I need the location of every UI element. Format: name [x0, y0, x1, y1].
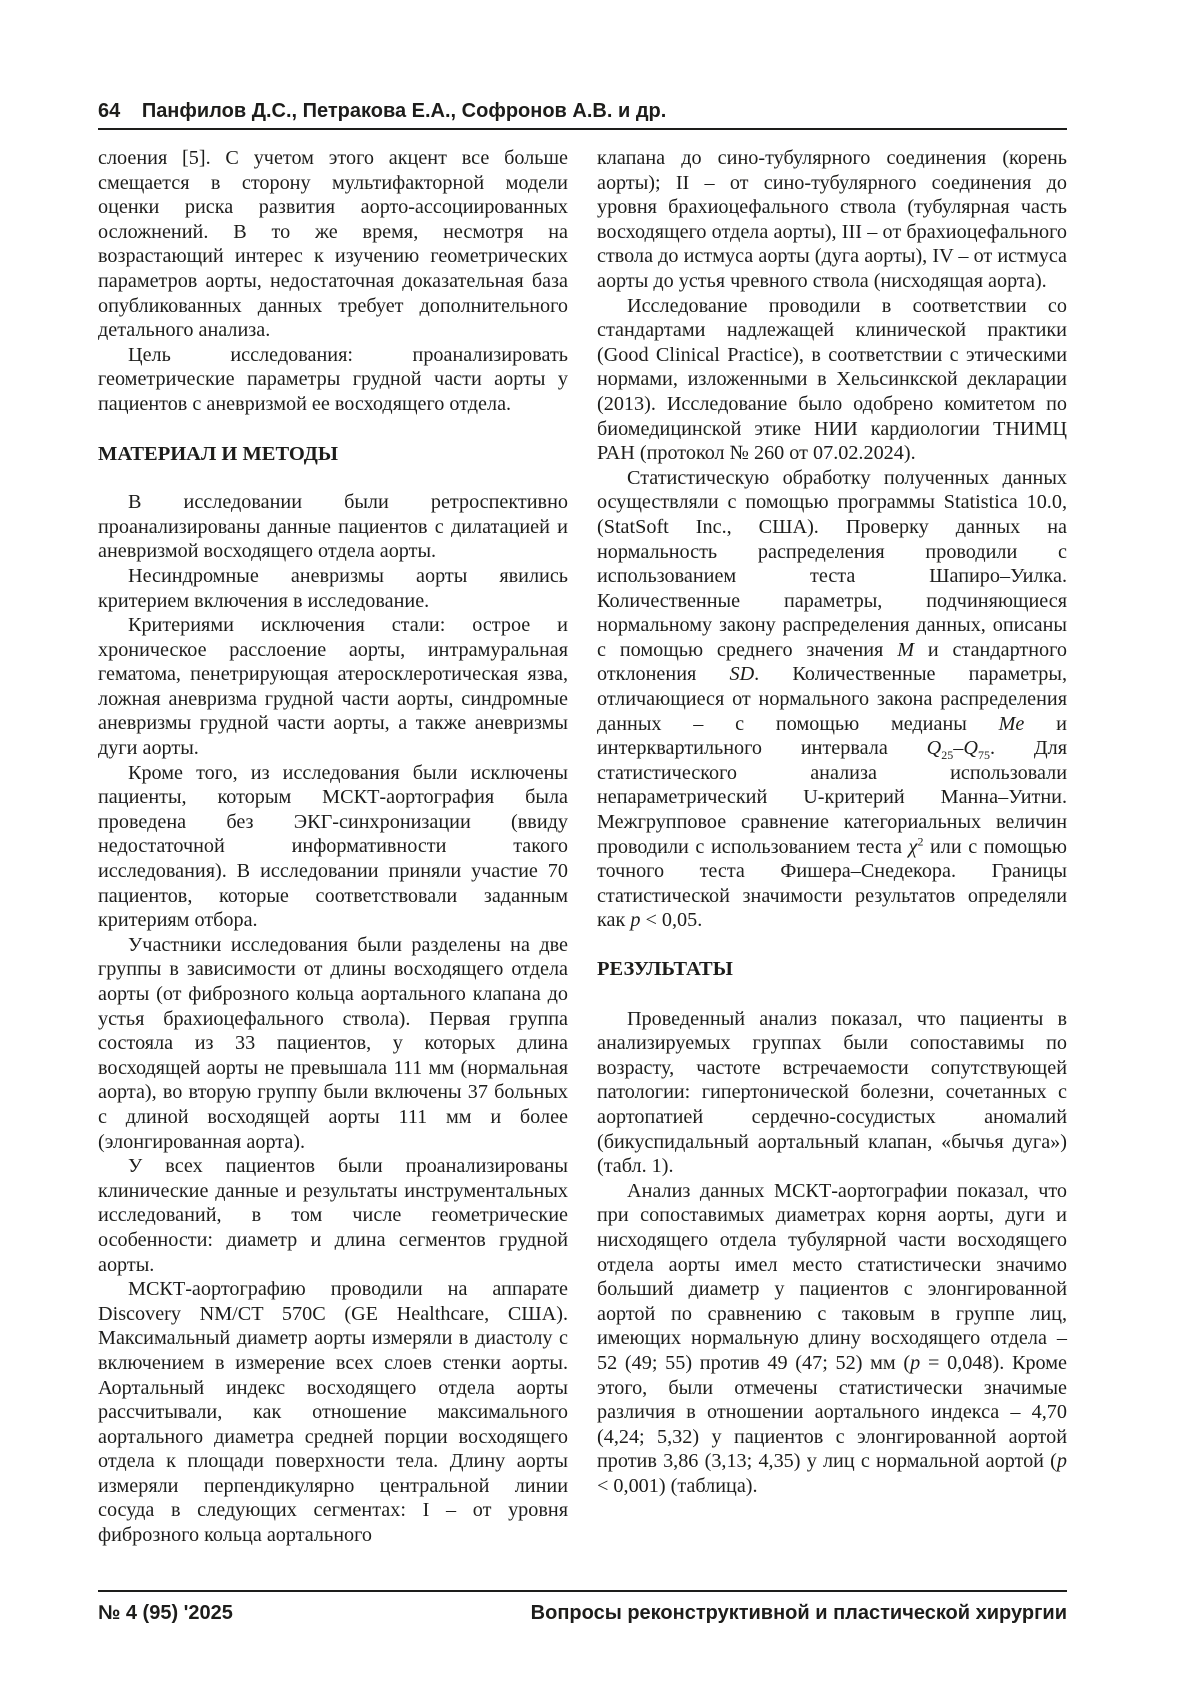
text-run: . Для статистического анализа использовали непараметрический U-критерий Манна–Уитни. Межгрупповое сравнение категориальных величин проводили с использованием теста: [597, 737, 1067, 858]
header-rule: [98, 128, 1067, 130]
footer-rule: [98, 1590, 1067, 1592]
paragraph: Несиндромные аневризмы аорты явились критерием включения в исследование.: [98, 564, 568, 612]
symbol-sd: SD: [729, 663, 755, 686]
subscript: 75: [977, 748, 990, 763]
symbol-mean: M: [897, 638, 915, 661]
right-column: [597, 146, 1067, 1498]
paragraph: слоения [5]. С учетом этого акцент все больше смещается в сторону мультифакторной модели оценки риска развития аорто-ассоциированных осложнений. В то же время, несмотря на возрастающий интерес к изучению геометрических параметров аорты, недостаточная доказательная база опубликованных данных требует дополнительного детального анализа.: [98, 147, 568, 342]
paragraph: Проведенный анализ показал, что пациенты в анализируемых группах были сопоставимы по возрасту, частоте встречаемости сопутствующей патологии: гипертонической болезни, сочетанных с аортопатией сердечно-сосудистых аномалий (бикуспидальный аортальный клапан, «бычья дуга») (табл. 1).: [597, 1007, 1067, 1178]
paragraph: Критериями исключения стали: острое и хроническое расслоение аорты, интрамуральная гематома, пенетрирующая атеросклеротическая язва, ложная аневризма грудной части аорты, синдромные аневризмы грудной части аорты, а также аневризмы дуги аорты.: [98, 614, 568, 760]
symbol-p: p: [1056, 1450, 1067, 1473]
paragraph-statistics: [597, 466, 1067, 933]
running-footer: [98, 1598, 1067, 1628]
symbol-p: p: [630, 909, 641, 932]
symbol-p: p: [910, 1351, 921, 1374]
section-heading-methods: МАТЕРИАЛ И МЕТОДЫ: [98, 442, 339, 465]
text-run: –: [953, 737, 964, 760]
paragraph-results: [597, 1179, 1067, 1499]
text-run: Анализ данных МСКТ-аортографии показал, что при сопоставимых диаметрах корня аорты, дуги и нисходящего отдела тубулярной части восходящего отдела аорты имел место статистически значимо больший диаметр у пациентов с элонгированной аортой по сравнению с таковым в группе лиц, имеющих нормальную длину восходящего отдела – 52 (49; 55) против 49 (47; 52) мм (: [597, 1179, 1067, 1374]
text-run: и стандартного отклонения: [597, 638, 1067, 686]
paragraph: клапана до сино-тубулярного соединения (корень аорты); II – от сино-тубулярного соединения до уровня брахиоцефального ствола (тубулярная часть восходящего отдела аорты), III – от брахиоцефального ствола до истмуса аорты (дуга аорты), IV – от истмуса аорты до устья чревного ствола (нисходящая аорта).: [597, 147, 1067, 292]
symbol-q: Q: [926, 737, 942, 760]
running-header: [98, 96, 1067, 126]
text-run: Статистическую обработку полученных данных осуществляли с помощью программы Statistica 10.0, (StatSoft Inc., США). Проверку данных на нормальность распределения проводили с использованием теста Шапиро–Уилка. Количественные параметры, подчиняющиеся нормальному закону распределения данных, описаны с помощью среднего значения: [597, 466, 1067, 661]
text-run: и интерквартильного интервала: [597, 712, 1067, 760]
superscript: 2: [917, 833, 924, 848]
subscript: 25: [941, 748, 954, 763]
paragraph: МСКТ-аортографию проводили на аппарате Discovery NM/CT 570C (GE Healthcare, США). Максимальный диаметр аорты измеряли в диастолу с включением в измерение всех слоев стенки аорты. Аортальный индекс восходящего отдела аорты рассчитывали, как отношение максимального аортального диаметра средней порции восходящего отдела к площади поверхности тела. Длину аорты измеряли перпендикулярно центральной линии сосуда в следующих сегментах: I – от уровня фиброзного кольца аортального: [98, 1278, 568, 1547]
text-run: или с помощью точного теста Фишера–Снедекора. Границы статистической значимости результатов определяли как: [597, 835, 1067, 932]
paragraph: У всех пациентов были проанализированы клинические данные и результаты инструментальных исследований, в том числе геометрические особенности: диаметр и длина сегментов грудной аорты.: [98, 1155, 568, 1276]
symbol-median: Me: [998, 712, 1025, 735]
symbol-chi: χ: [908, 835, 918, 858]
paragraph: В исследовании были ретроспективно проанализированы данные пациентов с дилатацией и аневризмой восходящего отдела аорты.: [98, 491, 568, 563]
issue-number: № 4 (95) '2025: [98, 1602, 233, 1624]
text-run: < 0,001) (таблица).: [597, 1474, 758, 1497]
paragraph: Кроме того, из исследования были исключены пациенты, которым МСКТ-аортография была проведена без ЭКГ-синхронизации (ввиду недостаточной информативности такого исследования). В исследовании приняли участие 70 пациентов, которые соответствовали заданным критериям отбора.: [98, 761, 568, 932]
paragraph-aim: Цель исследования: проанализировать геометрические параметры грудной части аорты у пациентов с аневризмой ее восходящего отдела.: [98, 343, 568, 415]
section-heading-results: РЕЗУЛЬТАТЫ: [597, 958, 733, 980]
journal-title: Вопросы реконструктивной и пластической хирургии: [530, 1602, 1067, 1624]
left-column: [98, 146, 568, 1548]
text-run: . Количественные параметры, отличающиеся от нормального закона распределения данных – с помощью медианы: [597, 663, 1067, 735]
symbol-q: Q: [963, 737, 978, 760]
paragraph: Участники исследования были разделены на две группы в зависимости от длины восходящего отдела аорты (от фиброзного кольца аортального клапана до устья брахиоцефального ствола). Первая группа состояла из 33 пациентов, у которых длина восходящей аорты не превышала 111 мм (нормальная аорта), во вторую группу были включены 37 больных с длиной восходящей аорты 111 мм и более (элонгированная аорта).: [98, 933, 568, 1153]
text-run: < 0,05.: [640, 909, 703, 932]
paragraph-ethics: Исследование проводили в соответствии со стандартами надлежащей клинической практики (Good Clinical Practice), в соответствии с этическими нормами, изложенными в Хельсинкской декларации (2013). Исследование было одобрено комитетом по биомедицинской этике НИИ кардиологии ТНИМЦ РАН (протокол № 260 от 07.02.2024).: [597, 294, 1067, 465]
page-number: 64: [98, 100, 121, 122]
header-authors: Панфилов Д.С., Петракова Е.А., Софронов А.В. и др.: [141, 100, 667, 122]
text-run: = 0,048). Кроме этого, были отмечены статистически значимые различия в отношении аортального индекса – 4,70 (4,24; 5,32) у пациентов с элонгированной аортой против 3,86 (3,13; 4,35) у лиц с нормальной аортой (: [597, 1351, 1067, 1473]
